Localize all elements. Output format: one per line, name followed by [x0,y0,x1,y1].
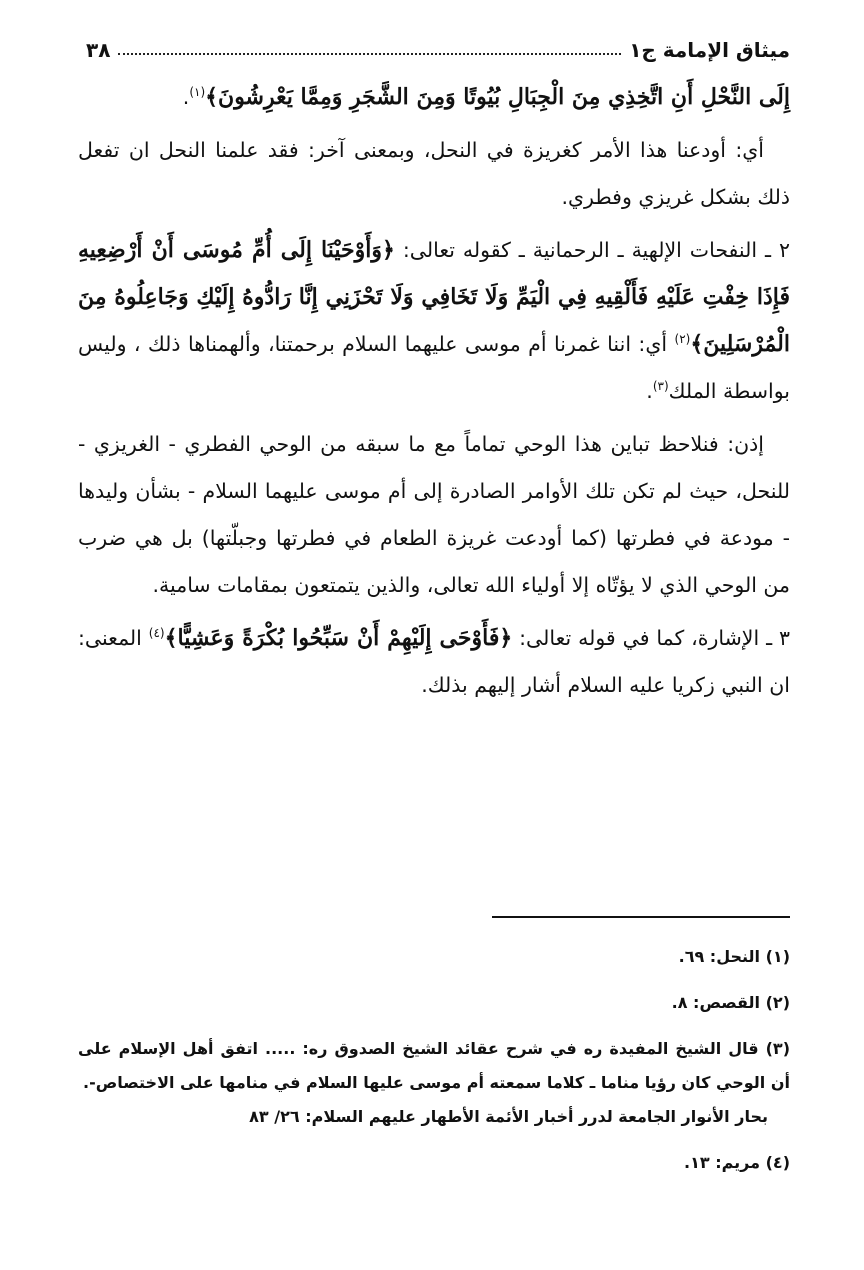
point-intro: ٢ ـ النفحات الإلهية ـ الرحمانية ـ كقوله تعالى: [394,238,790,262]
footnote-ref: (١) [189,85,206,100]
footnote-3: (٣) قال الشيخ المفيدة ره في شرح عقائد الشيخ الصدوق ره: ..... اتفق أهل الإسلام على أن الوحي كان رؤيا مناما ـ كلاما سمعته أم موسى عليها السلام في منامها على الاختصاص-. [78,1039,790,1092]
footnotes [78,940,790,1192]
footnote-ref: (٤) [148,626,165,641]
paragraph-gesture [78,615,790,709]
footnote-separator [492,916,790,918]
header-dotted-leader [118,53,621,55]
footnote-2: (٢) القصص: ٨. [671,993,790,1012]
page-number: ٣٨ [86,38,111,62]
paragraph-explanation: أي: أودعنا هذا الأمر كغريزة في النحل، وبمعنى آخر: فقد علمنا النحل ان تفعل ذلك بشكل غريزي وفطري. [78,138,790,209]
footnote-ref: (٢) [674,332,691,347]
quran-verse: إِلَى النَّحْلِ أَنِ اتَّخِذِي مِنَ الْجِبَالِ بُيُوتًا وَمِنَ الشَّجَرِ وَمِمَّا يَعْرِشُونَ﴾ [205,84,790,110]
punctuation: . [182,85,190,109]
commentary-text: المعنى: ان النبي زكريا عليه السلام أشار إليهم بذلك. [78,626,790,697]
main-text [78,74,790,709]
punctuation: . [646,379,653,403]
quran-verse: ﴿فَأَوْحَى إِلَيْهِمْ أَنْ سَبِّحُوا بُكْرَةً وَعَشِيًّا﴾ [164,625,513,651]
commentary-text: أي: اننا غمرنا أم موسى عليهما السلام برحمتنا، وألهمناها ذلك ، وليس بواسطة الملك [78,332,790,403]
paragraph-divine-inspiration [78,227,790,415]
running-header [78,28,790,62]
footnote-3-source: بحار الأنوار الجامعة لدرر أخبار الأئمة الأطهار عليهم السلام: ٢٦/ ٨٣ [249,1107,768,1126]
book-page [78,28,790,1248]
footnote-ref: (٣) [652,379,669,394]
paragraph-verse-bees [78,74,790,121]
quran-verse: ﴿وَأَوْحَيْنَا إِلَى أُمِّ مُوسَى أَنْ أَرْضِعِيهِ فَإِذَا خِفْتِ عَلَيْهِ فَأَلْقِيهِ فِي الْيَمِّ وَلَا تَخَافِي وَلَا تَحْزَنِي إِنَّا رَادُّوهُ إِلَيْكِ وَجَاعِلُوهُ مِنَ الْمُرْسَلِينَ﴾ [78,237,790,357]
point-intro: ٣ ـ الإشارة، كما في قوله تعالى: [512,626,790,650]
footnote-4: (٤) مريم: ١٣. [684,1153,790,1172]
running-title: ميثاق الإمامة ج١ [629,38,790,62]
paragraph-conclusion: إذن: فنلاحظ تباين هذا الوحي تماماً مع ما سبقه من الوحي الفطري - الغريزي - للنحل، حيث لم تكن تلك الأوامر الصادرة إلى أم موسى عليهما السلام - بشأن وليدها - مودعة في فطرتها (كما أودعت غريزة الطعام في فطرتها وجبلّتها) بل هي ضرب من الوحي الذي لا يؤتّاه إلا أولياء الله تعالى، والذين يتمتعون بمقامات سامية. [78,432,790,597]
footnote-1: (١) النحل: ٦٩. [678,947,790,966]
